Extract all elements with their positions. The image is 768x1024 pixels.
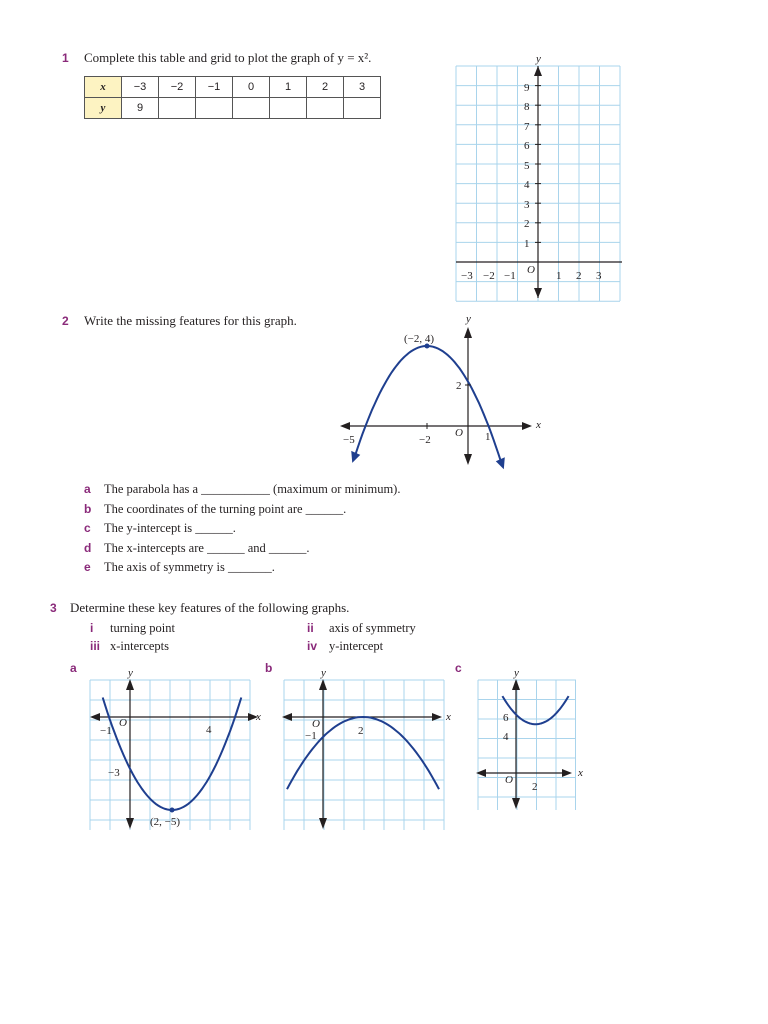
qa-turning-point-label: (2, −5) — [150, 816, 181, 828]
feature-text: y-intercept — [329, 639, 384, 653]
feature-text: x-intercepts — [110, 639, 170, 653]
q1-y-tick-label: 2 — [524, 218, 530, 230]
qa-origin-label: O — [119, 717, 127, 729]
qc-parabola — [502, 696, 568, 724]
part-text: The coordinates of the turning point are ______. — [104, 501, 347, 516]
q1-y-tick-label: 7 — [524, 121, 530, 133]
qa-x-label: x — [256, 711, 261, 723]
q2-x-label: 1 — [485, 431, 491, 443]
qa-y-label: y — [128, 667, 133, 679]
q1-origin-label: O — [527, 264, 535, 276]
part-label: c — [84, 521, 91, 535]
part-label: e — [84, 560, 91, 574]
qa-neg1-label: −1 — [100, 725, 112, 737]
q1-y-tick-label: 9 — [524, 82, 530, 94]
q1-x-tick-label: −1 — [504, 270, 516, 282]
part-text: The parabola has a ___________ (maximum or minimum). — [104, 482, 401, 496]
q2-origin-label: O — [455, 427, 463, 439]
q1-y-tick-label: 8 — [524, 101, 530, 113]
question-2-number: 2 — [62, 314, 69, 328]
qb-y-arrow-up — [319, 679, 327, 690]
qb-y-label: y — [321, 667, 326, 679]
table-cell: 2 — [307, 77, 344, 98]
qa-y-arrow-up — [126, 679, 134, 690]
qc-y-arrow-down — [512, 798, 520, 809]
q1-x-tick-label: 1 — [556, 270, 562, 282]
qc-x-arrow-right — [562, 769, 572, 777]
qa-turning-point — [170, 808, 175, 813]
question-3-number: 3 — [50, 601, 57, 615]
table-header-y: y — [85, 98, 122, 119]
feature-text: axis of symmetry — [329, 621, 416, 635]
qb-x-label: x — [446, 711, 451, 723]
feature-label: iii — [90, 639, 101, 653]
q1-x-tick-label: 2 — [576, 270, 582, 282]
part-text: The axis of symmetry is _______. — [104, 560, 275, 574]
q2-y-intercept-label: 2 — [456, 380, 462, 392]
qc-four-label: 4 — [503, 731, 509, 743]
qa-y-arrow-down — [126, 818, 134, 829]
q2-turning-point-label: (−2, 4) — [404, 333, 435, 345]
q2-x-label: −2 — [419, 434, 431, 446]
q3-graph-b-label: b — [265, 661, 273, 675]
q3-graph-a-label: a — [70, 661, 77, 675]
q1-x-tick-label: −2 — [483, 270, 495, 282]
table-cell: −3 — [122, 77, 159, 98]
question-1-number: 1 — [62, 51, 69, 65]
question-1-text: Complete this table and grid to plot the graph of y = x². — [84, 50, 372, 65]
qb-two-label: 2 — [358, 725, 364, 737]
table-cell[interactable]: 9 — [122, 98, 159, 119]
table-header-x: x — [85, 77, 122, 98]
table-cell: −1 — [196, 77, 233, 98]
qc-two-label: 2 — [532, 781, 538, 793]
q1-y-tick-label: 1 — [524, 238, 530, 250]
q2-x-label: −5 — [343, 434, 355, 446]
q1-y-tick-label: 6 — [524, 140, 530, 152]
table-cell: 0 — [233, 77, 270, 98]
q1-y-tick-label: 5 — [524, 160, 530, 172]
qc-y-arrow-up — [512, 679, 520, 690]
qb-origin-label: O — [312, 718, 320, 730]
qb-y-arrow-down — [319, 818, 327, 829]
feature-text: turning point — [110, 621, 175, 635]
qa-neg3-label: −3 — [108, 767, 120, 779]
table-cell: 3 — [344, 77, 381, 98]
part-text: The x-intercepts are ______ and ______. — [104, 540, 310, 555]
table-cell: −2 — [159, 77, 196, 98]
part-label: b — [84, 501, 92, 516]
q2-x-axis-label: x — [536, 419, 541, 431]
qa-parabola — [103, 698, 242, 811]
feature-label: iv — [307, 639, 318, 653]
part-text: The y-intercept is ______. — [104, 521, 236, 535]
qb-neg1-label: −1 — [305, 730, 317, 742]
q3-graph-c-label: c — [455, 661, 462, 675]
feature-label: ii — [307, 621, 314, 635]
qa-four-label: 4 — [206, 724, 212, 736]
q1-y-axis-label: y — [536, 53, 541, 65]
qc-origin-label: O — [505, 774, 513, 786]
question-2-text: Write the missing features for this graph. — [84, 313, 297, 328]
table-cell: 1 — [270, 77, 307, 98]
q1-x-tick-label: 3 — [596, 270, 602, 282]
q1-x-tick-label: −3 — [461, 270, 473, 282]
q1-y-tick-label: 3 — [524, 199, 530, 211]
question-3-text: Determine these key features of the following graphs. — [70, 600, 350, 615]
feature-label: i — [90, 621, 94, 635]
qc-y-label: y — [514, 667, 519, 679]
q2-y-axis-label: y — [466, 313, 471, 325]
part-label: a — [84, 482, 91, 496]
qc-x-label: x — [578, 767, 583, 779]
part-label: d — [84, 540, 92, 555]
qc-six-label: 6 — [503, 712, 509, 724]
q1-y-tick-label: 4 — [524, 179, 530, 191]
